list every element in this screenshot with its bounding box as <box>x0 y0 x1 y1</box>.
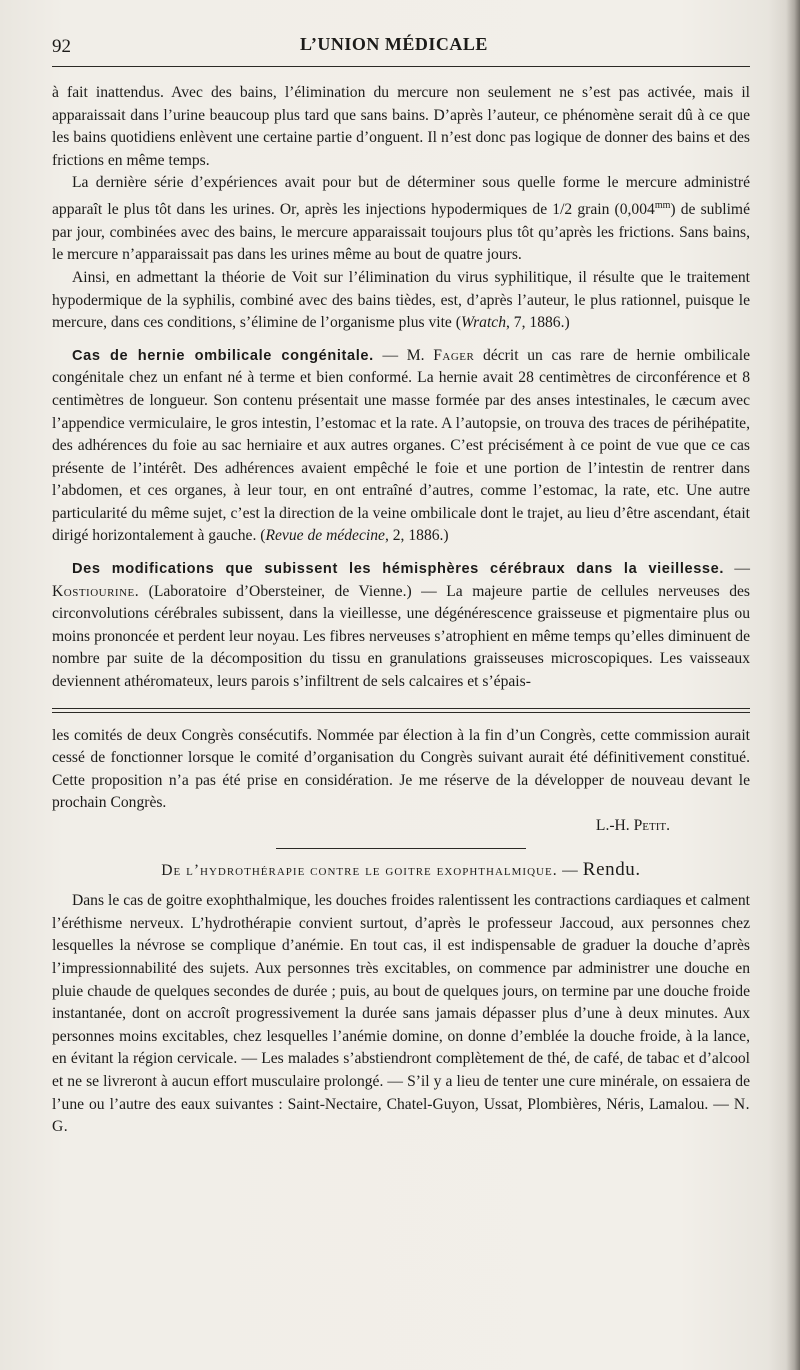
article-dash: — <box>724 560 750 578</box>
journal-title: L’UNION MÉDICALE <box>300 34 488 54</box>
paragraph-text: La dernière série d’expériences avait pour but de déterminer sous quelle forme le mercure administré apparaît le plus tôt dans les urines. Or, après les injections hypodermiques de 1/2 grain (0,004 <box>52 174 750 219</box>
article-hemispheres <box>52 558 750 694</box>
hydrotherapie-paragraph <box>52 890 750 1139</box>
feuilleton-signature: L.-H. Petit. <box>595 817 670 834</box>
citation-details: , 7, 1886.) <box>506 314 570 332</box>
paragraph-text: Dans le cas de goitre exophthalmique, les douches froides ralentissent les contractions cardiaques et calment l’éréthisme nerveux. L’hydrothérapie convient surtout, d’après le professeur Jaccoud, aux personnes chez lesquelles la névrose se complique d’anémie. En tout cas, il est indispensable de graduer la douche d’après l’impressionnabilité des sujets. Aux personnes très excitables, on commence par administrer une douche en pluie chaude de quelques secondes de durée ; puis, au bout de quelques jours, on termine par une douche froide instantanée, dont on accroît progressivement la durée sans jamais dépasser plus d’une à deux minutes. Aux personnes moins excitables, chez lesquelles l’anémie domine, on donne d’emblée la douche froide, à la lance, en évitant la région cervicale. — Les malades s’abstiendront complètement de thé, de café, de tabac et d’alcool et ne se livreront à aucun effort musculaire prolongé. — S’il y a lieu de tenter une cure minérale, on essaiera de l’une ou l’autre des eaux suivantes : Saint-Nectaire, Chatel-Guyon, Ussat, Plombières, Néris, Lamalou. — <box>52 892 750 1113</box>
article-dash: — M. <box>373 346 434 364</box>
section-title-text: De l’hydrothérapie contre le goitre exophthalmique. <box>161 861 558 879</box>
article-title: Cas de hernie ombilicale congénitale. <box>72 347 374 364</box>
section-title-author: Rendu. <box>582 858 641 880</box>
citation-source: Wratch <box>460 314 506 332</box>
paragraph-text: ) de sublimé par jour, combinées avec des bains, le mercure apparaissait toujours plus tôt qu’après les frictions. Sans bains, le mercure n’apparaissait pas dans les urines même au bout de quatre jours. <box>52 201 750 264</box>
page-edge-shadow <box>786 0 800 1370</box>
main-column <box>52 82 750 1139</box>
unit-superscript: mm <box>654 199 671 211</box>
section-divider <box>276 848 526 849</box>
running-head <box>52 0 750 60</box>
header-rule <box>52 66 750 67</box>
citation-details: , 2, 1886.) <box>384 527 449 545</box>
paragraph-text: Ainsi, en admettant la théorie de Voit sur l’élimination du virus syphilitique, il résulte que le traitement hypodermique de la syphilis, combiné avec des bains tièdes, est, d’après l’auteur, le plus rationnel, puisque le mercure, dans ces conditions, s’élimine de l’organisme plus vite ( <box>52 268 750 332</box>
paragraph-continued: à fait inattendus. Avec des bains, l’élimination du mercure non seulement ne s’est pas activée, mais il apparaissait dans l’urine beaucoup plus tard que sans bains. D’après l’auteur, ce phénomène serait dû à ce que les bains quotidiens enlèvent une certaine partie d’onguent. Il n’est donc pas logique de donner des bains et des frictions en même temps. <box>52 84 750 169</box>
section-title-hydrotherapie <box>52 859 750 883</box>
article-hernie <box>52 345 750 548</box>
paragraph-conclusion <box>52 267 750 335</box>
page-number: 92 <box>52 36 71 57</box>
article-body: décrit un cas rare de hernie ombilicale congénitale chez un enfant né à terme et bien conformé. La hernie avait 28 centimètres de circonférence et 8 centimètres de longueur. Son contenu présentait une masse formée par des anses intestinales, le cæcum avec l’appendice vermiculaire, le gros intestin, l’estomac et la rate. A l’autopsie, on trouva des traces de périhépatite, des adhérences du foie au sac herniaire et aux autres organes. C’est précisément à ce point de vue que ce cas présente de l’intérêt. Des adhérences avaient empêché le foie et une portion de l’intestin de rentrer dans l’abdomen, et ces organes, à leur tour, en ont entraîné d’autres, comme l’estomac, la rate, etc. Une autre particularité du même sujet, c’est la direction de la veine ombilicale dont le trajet, au lieu d’être ascendant, était dirigé horizontalement à gauche. ( <box>52 346 750 545</box>
article-author: Kostiourine. <box>52 582 140 600</box>
paragraph-experiences <box>52 172 750 267</box>
section-title-dash: — <box>557 861 583 879</box>
citation-source: Revue de médecine <box>265 527 385 545</box>
article-author: Fager <box>433 346 475 364</box>
article-body: (Laboratoire d’Obersteiner, de Vienne.) — La majeure partie de cellules nerveuses des circonvolutions cérébrales subissent, dans la vieillesse, une dégénérescence graisseuse et pigmentaire plus ou moins prononcée et perdent leur noyau. Les fibres nerveuses s’atrophient en même temps qu’elles diminuent de nombre par suite de la décomposition du tissu en granulations graisseuses microscopiques. Les vaisseaux deviennent athéromateux, leurs parois s’infiltrent de sels calcaires et s’épais- <box>52 582 750 691</box>
article-title: Des modifications que subissent les hémisphères cérébraux dans la vieillesse. <box>72 561 725 578</box>
feuilleton-paragraph: les comités de deux Congrès consécutifs. Nommée par élection à la fin d’un Congrès, cette commission aurait cessé de fonctionner lorsque le comité d’organisation du Congrès suivant aurait été définitivement constitué. Cette proposition n’a pas été prise en considération. Je me réserve de la développer de nouveau devant le prochain Congrès. <box>52 726 750 812</box>
hydrotherapie-signature: N. G. <box>52 1095 750 1136</box>
feuilleton-divider <box>52 708 750 713</box>
